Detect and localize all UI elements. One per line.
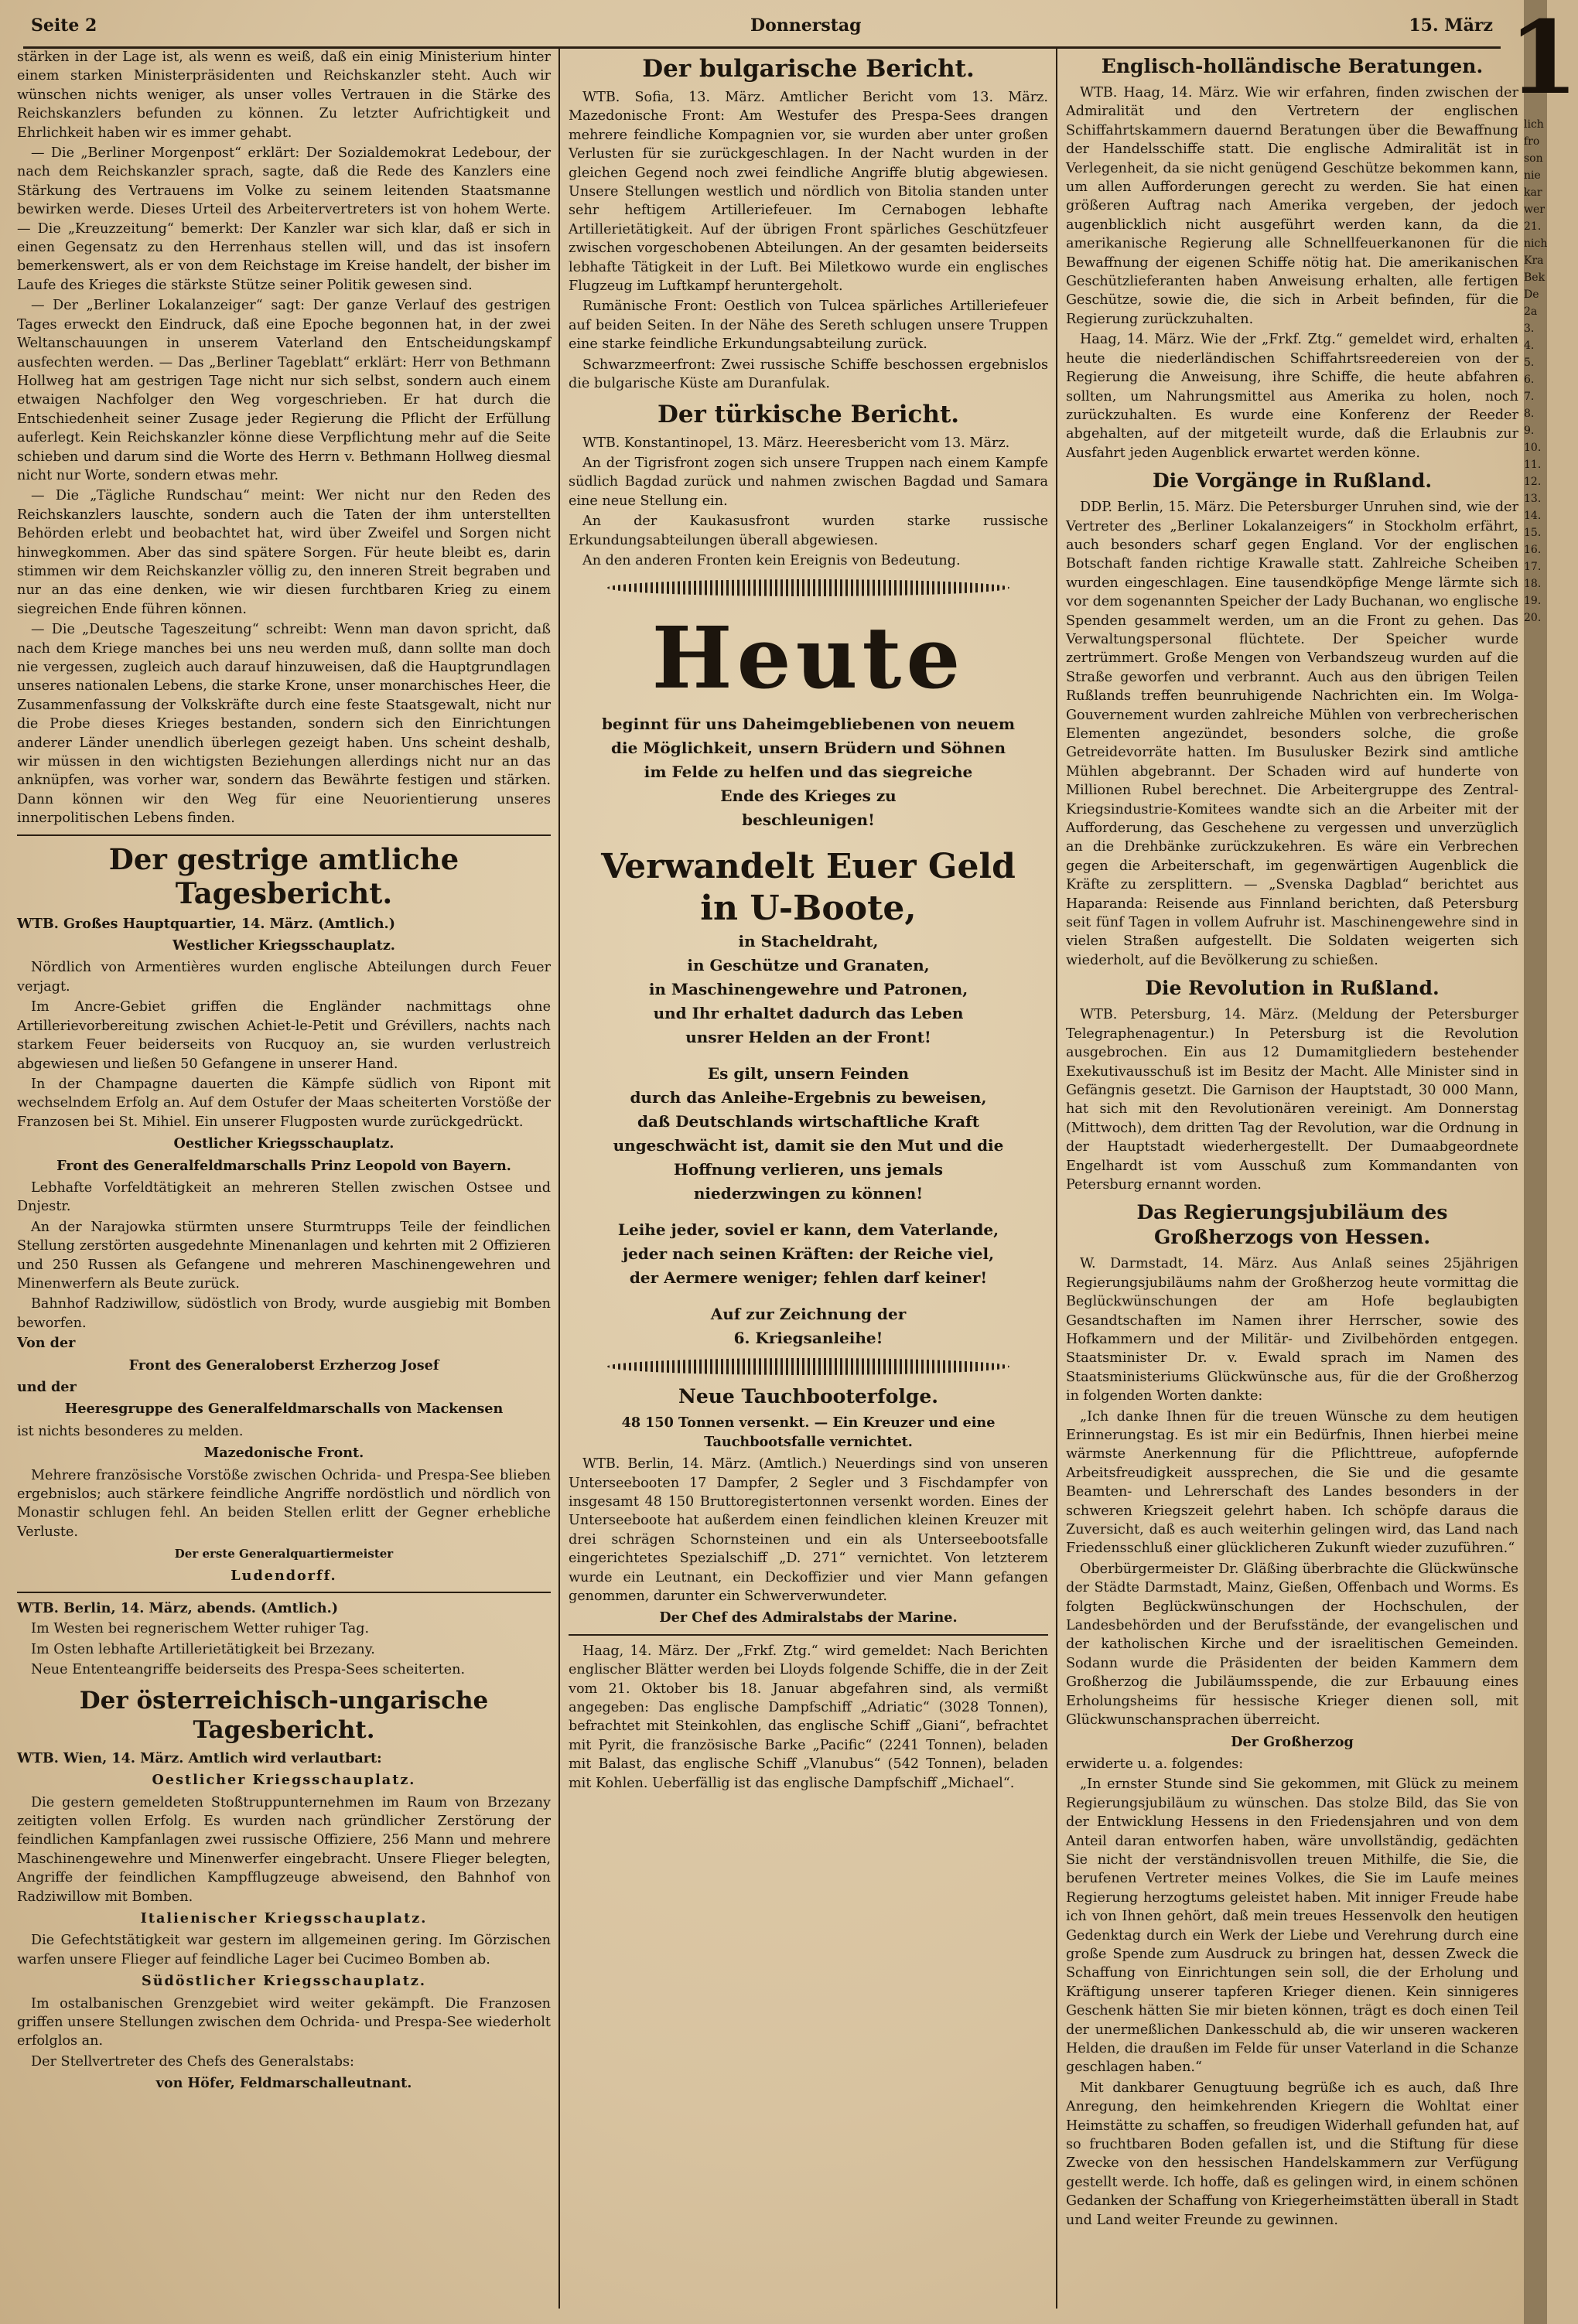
ad-line: daß Deutschlands wirtschaftliche Kraft [637, 1112, 979, 1131]
report-paragraph: Neue Ententeangriffe beiderseits des Prespa-Sees scheiterten. [31, 1662, 466, 1678]
war-bond-advertisement [569, 579, 1048, 1375]
edge-fragment: lich [1524, 118, 1544, 131]
edge-large-letter: 1 [1508, 0, 1578, 117]
page-header [23, 6, 1501, 49]
headline-tagesbericht: Der gestrige amtliche Tagesbericht. [108, 841, 459, 910]
divider [17, 1592, 551, 1593]
edge-fragment: fro [1524, 135, 1540, 148]
dateline: WTB. Großes Hauptquartier, 14. März. (Amtlich.) [17, 915, 395, 932]
edge-fragment: 8. [1524, 408, 1535, 420]
article-paragraph: — Die „Berliner Morgenpost“ erklärt: Der Sozialdemokrat Ledebour, der nach dem Reichskanzler sprach, sagte, daß die Rede des Kanzlers eine Stärkung des Vertrauens im Volke zu seinem leitenden Staatsmanne bewirken werde. Dieses Urteil des Arbeitervertreters ist von hohem Werte. — Die „Kreuzzeitung“ bemerkt: Der Kanzler war sich klar, daß er sich in einen Gegensatz zu den Herrenhaus stellen will, und das ist insofern bemerkenswert, als er von dem Reichstage im Kreise handelt, der bisher im Laufe des Krieges die stärkste Stütze seiner Politik gewesen sind. [17, 145, 551, 293]
headline-revolution: Die Revolution in Rußland. [1145, 977, 1440, 1000]
edge-fragment: 6. [1524, 374, 1535, 386]
edge-fragment: 5. [1524, 357, 1535, 369]
report-paragraph: W. Darmstadt, 14. März. Aus Anlaß seines 25jährigen Regierungsjubiläums nahm der Großherzog heute vormittag die Beglückwünschungen der am Hofe beglaubigten Gesandtschaften im Namen ihrer Herrscher, sowie des Hofkammern und der Militär- und Zivilbehörden entgegen. Staatsminister Dr. v. Ewald sprach im Namen des Staatsministeriums Glückwünsche aus, für die der Großherzog in folgenden Worten dankte: [1066, 1256, 1518, 1404]
subhead-front: Front des Generaloberst Erzherzog Josef [128, 1357, 439, 1374]
ad-line: ungeschwächt ist, damit sie den Mut und die [613, 1136, 1004, 1155]
report-paragraph: Mehrere französische Vorstöße zwischen Ochrida- und Prespa-See blieben ergebnislos; auch stärkere feindliche Angriffe nordöstlich und nördlich von Monastir schlugen fehl. An beiden Stellen erlitt der Gegner erhebliche Verluste. [17, 1467, 551, 1540]
column-3 [1066, 48, 1518, 2309]
headline-russia-events: Die Vorgänge in Rußland. [1152, 469, 1433, 493]
column-1 [17, 48, 551, 2309]
report-paragraph: Mit dankbarer Genugtuung begrüße ich es auch, daß Ihre Anregung, den heimkehrenden Kriegern die Wohltat einer Heimstätte zu schaffen, so freudigen Widerhall gefunden hat, auf so fruchtbaren Boden gefallen ist, und die Stiftung für diese Zwecke von den hessischen Handelskammern zur Verfügung gestellt werde. Ich hoffe, daß es gelingen wird, in einem schönen Gedanken der Schaffung von Kriegerheimstätten überall in Stadt und Land weiter Freunde zu gewinnen. [1066, 2080, 1518, 2228]
report-line: und der [17, 1379, 77, 1395]
headline-jubilee: Das Regierungsjubiläum des Großherzogs von Hessen. [1136, 1201, 1448, 1249]
ad-line: in Geschütze und Granaten, [687, 956, 930, 975]
headline-submarine: Neue Tauchbooterfolge. [678, 1385, 938, 1408]
subhead-west: Westlicher Kriegsschauplatz. [172, 937, 395, 954]
edge-fragment: 11. [1524, 459, 1542, 471]
ad-line: Leihe jeder, soviel er kann, dem Vaterlande, [617, 1220, 999, 1240]
report-paragraph: Haag, 14. März. Der „Frkf. Ztg.“ wird gemeldet: Nach Berichten englischer Blätter werden bei Lloyds folgende Schiffe, die in der Zeit vom 21. Oktober bis 18. Januar abgefahren sind, als vermißt angegeben: Das englische Dampfschiff „Adriatic“ (3028 Tonnen), befrachtet mit Steinkohlen, das englische Schiff „Giani“, befrachtet mit Pyrit, die französische Barke „Pacific“ (2241 Tonnen), beladen mit Balast, das englische Schiff „Vlanubus“ (542 Tonnen), beladen mit Kohlen. Ueberfällig ist das englische Dampfschiff „Michael“. [569, 1643, 1048, 1791]
report-paragraph: Lebhafte Vorfeldtätigkeit an mehreren Stellen zwischen Ostsee und Dnjestr. [17, 1179, 551, 1215]
edge-fragment: wer [1524, 203, 1545, 216]
dateline: WTB. Wien, 14. März. Amtlich wird verlautbart: [17, 1749, 382, 1766]
ad-line: Es gilt, unsern Feinden [707, 1064, 910, 1084]
edge-fragment: 4. [1524, 340, 1535, 352]
article-paragraph: stärken in der Lage ist, als wenn es weiß, daß ein einig Ministerium hinter einem starken Ministerpräsidenten und Reichskanzler steht. Auch wir wünschen nichts weniger, als unser volles Vertrauen in die Stärke des Reichskanzlers befunden zu können. Zu letzter Aufrichtigkeit und Ehrlichkeit haben wir es immer gehabt. [17, 49, 551, 141]
report-paragraph: WTB. Sofia, 13. März. Amtlicher Bericht vom 13. März. Mazedonische Front: Am Westufer des Prespa-Sees drangen mehrere feindliche Kompagnien vor, sie wurden aber unter großen Verlusten für sie zurückgeschlagen. In der Nacht wurden in der gleichen Gegend noch zwei feindliche Angriffe blutig abgewiesen. Unsere Stellungen westlich und nördlich von Bitolia standen unter sehr heftigem Artilleriefeuer. Im Cernabogen lebhafte Artillerietätigkeit. Auf der übrigen Front spärliches Geschützfeuer zwischen vorgeschobenen Abteilungen. An der gesamten beiderseits lebhafte Tätigkeit in der Luft. Bei Miletkowo wurde ein englisches Flugzeug im Luftkampf heruntergeholt. [569, 90, 1048, 295]
ad-line: der Aermere weniger; fehlen darf keiner! [629, 1268, 988, 1288]
report-paragraph: Im Ancre-Gebiet griffen die Engländer nachmittags ohne Artillerievorbereitung zwischen Achiet-le-Petit und Grévillers, nachts nach starkem Feuer beiderseits von Rucquoy an, sie wurden verlustreich abgewiesen und ließen 50 Gefangene in unserer Hand. [17, 999, 551, 1072]
divider [17, 834, 551, 836]
edge-fragment: 13. [1524, 493, 1542, 505]
ad-line: niederzwingen zu können! [693, 1184, 924, 1203]
edge-fragment: nich [1524, 237, 1548, 250]
ad-line: Hoffnung verlieren, uns jemals [674, 1160, 943, 1179]
subhead-maz: Mazedonische Front. [203, 1445, 364, 1462]
report-paragraph: DDP. Berlin, 15. März. Die Petersburger Unruhen sind, wie der Vertreter des „Berliner Lokalanzeigers“ in Stockholm erfährt, auch besonders scharf gegen England. Vor der englischen Botschaft fanden richtige Krawalle statt. Zahlreiche Scheiben wurden eingeschlagen. Eine tausendköpfige Menge lärmte sich vor dem sogenannten Speicher der Lady Buchanan, wo englische Spenden gesammelt werden, um an die Front zu gehen. Das Verwaltungspersonal flüchtete. Der Speicher wurde zertrümmert. Große Mengen von Verbandszeug wurden auf die Straße geworfen und verbrannt. Auch aus den übrigen Teilen Rußlands treffen beunruhigende Nachrichten ein. Im Wolga-Gouvernement wurden zahlreiche Mühlen von verbrecherischen Elementen angezündet, besonders solche, die große Getreidevorräte hatten. Im Busulusker Bezirk sind amtliche Mühlen abgebrannt. Der Schaden wird auf hunderte von Millionen Rubel berechnet. Die Arbeitergruppe des Zentral-Kriegsindustrie-Komitees wandte sich an die Arbeiter mit der Aufforderung, das Geschehene zu vergessen und unverzüglich an die Drehbänke zurückzukehren. Es wäre ein Verbrechen gegen die Arbeiterschaft, im gegenwärtigen Augenblick die Kräfte zu zersplittern. — „Svenska Dagblad“ berichtet aus Haparanda: Reisende aus Finnland berichten, daß Petersburg seit fünf Tagen in vollem Aufruhr ist. Maschinengewehre sind in vielen Straßen aufgestellt. Die Soldaten weigerten sich wiederholt, auf die Bevölkerung zu schießen. [1066, 500, 1518, 968]
ad-line: in Stacheldraht, [738, 932, 879, 951]
headline-bulgarian: Der bulgarische Bericht. [642, 55, 975, 83]
edge-fragment: kar [1524, 186, 1542, 199]
headline-english-dutch: Englisch-holländische Beratungen. [1101, 55, 1484, 77]
column-divider [1056, 48, 1057, 2309]
signature-name: von Höfer, Feldmarschalleutnant. [155, 2075, 412, 2092]
ad-line: jeder nach seinen Kräften: der Reiche viel, [622, 1244, 995, 1264]
article-paragraph: — Der „Berliner Lokalanzeiger“ sagt: Der ganze Verlauf des gestrigen Tages erweckt den Eindruck, daß eine Epoche begonnen hat, in der zwei Weltanschauungen in unserem Vaterland den Entscheidungskampf ausfechten werden. — Das „Berliner Tageblatt“ erklärt: Herr von Bethmann Hollweg hat am gestrigen Tage nicht nur sich selbst, sondern auch einem etwaigen Nachfolger den Weg vorgeschrieben. Er hat durch die Entschiedenheit seiner Zusage jeder Regierung die Pflicht der Erfüllung auferlegt. Kein Reichskanzler könne diese Verpflichtung mehr auf die Seite schieben und darum sind die Worte des Herrn v. Bethmann Hollweg diesmal nicht nur Worte, sondern etwas mehr. [17, 298, 551, 483]
edge-text-fragments [1524, 116, 1547, 626]
column-divider [558, 48, 560, 2309]
signature-title: Der erste Generalquartiermeister [174, 1547, 394, 1561]
report-paragraph: WTB. Petersburg, 14. März. (Meldung der Petersburger Telegraphenagentur.) In Petersburg ist die Revolution ausgebrochen. Ein aus 12 Dumamitgliedern bestehender Exekutivausschuß ist im Besitz der Macht. Alle Minister sind in Gefängnis gesetzt. Die Garnison der Hauptstadt, 30 000 Mann, hat sich mit den Revolutionären vereinigt. Am Donnerstag (Mittwoch), dem dritten Tag der Revolution, war die Ordnung in der Hauptstadt wiederhergestellt. Der Dumaabgeordnete Engelhardt ist vom Ausschuß zum Kommandanten von Petersburg ernannt worden. [1066, 1007, 1518, 1193]
ad-line: Auf zur Zeichnung der [710, 1305, 907, 1324]
page-number: Seite 2 [31, 15, 97, 36]
ad-line: beginnt für uns Daheimgebliebenen von neuem [601, 715, 1016, 734]
report-paragraph: Bahnhof Radziwillow, südöstlich von Brody, wurde ausgiebig mit Bomben beworfen. [17, 1296, 551, 1331]
dateline: WTB. Berlin, 14. März, abends. (Amtlich.) [17, 1600, 339, 1617]
ad-line: unsrer Helden an der Front! [685, 1028, 931, 1047]
report-paragraph: An der Narajowka stürmten unsere Sturmtrupps Teile der feindlichen Stellung zerstörten ausgedehnte Minenanlagen und kehrten mit 2 Offizieren und 250 Russen als Gefangene und mehreren Maschinengewehren und Minenwerfern als Beute zurück. [17, 1219, 551, 1292]
report-line: ist nichts besonderes zu melden. [17, 1423, 244, 1439]
ad-line: im Felde zu helfen und das siegreiche [644, 763, 973, 782]
date: 15. März [1409, 15, 1493, 36]
edge-fragment: son [1524, 152, 1543, 165]
report-line: Von der [17, 1335, 76, 1352]
report-paragraph: An den anderen Fronten kein Ereignis von Bedeutung. [582, 552, 961, 568]
edge-fragment: 21. [1524, 220, 1542, 233]
ad-line: und Ihr erhaltet dadurch das Leben [653, 1004, 964, 1023]
article-paragraph: — Die „Tägliche Rundschau“ meint: Wer nicht nur den Reden des Reichskanzlers lauschte, sondern auch die Taten der ihm unterstellten Behörden erlebt und beobachtet hat, wird über Zweifel und Sorgen nicht hinwegkommen. Aber das sind spätere Sorgen. Für heute bleibt es, darin stimmen wir dem Reichskanzler völlig zu, den inneren Streit begraben und nur an das eine denken, wie wir diesen furchtbaren Krieg zu einem siegreichen Ende führen können. [17, 488, 551, 617]
report-paragraph: Oberbürgermeister Dr. Gläßing überbrachte die Glückwünsche der Städte Darmstadt, Mainz, Gießen, Offenbach und Worms. Es folgten Beglückwünschungen der Hochschulen, der Landesbehörden und der Berufsstände, der evangelischen und der katholischen Kirche und der israelitischen Gemeinden. Sodann wurde die Präsidenten der beiden Kammern dem Großherzog die Jubiläumsspende, die zur Erbauung eines Erholungsheims für hessische Krieger dienen soll, mit Glückwunschansprachen überreicht. [1066, 1561, 1518, 1728]
edge-fragment: 2a [1524, 305, 1538, 318]
report-paragraph: Im ostalbanischen Grenzgebiet wird weiter gekämpft. Die Franzosen griffen unsere Stellungen zwischen dem Ochrida- und Prespa-See wiederholt erfolglos an. [17, 1995, 551, 2049]
edge-fragment: 20. [1524, 612, 1542, 624]
ad-line: die Möglichkeit, unsern Brüdern und Söhnen [611, 739, 1006, 758]
report-paragraph: An der Kaukasusfront wurden starke russische Erkundungsabteilungen überall abgewiesen. [569, 514, 1048, 548]
edge-fragment: 3. [1524, 322, 1535, 335]
subhead-front: Heeresgruppe des Generalfeldmarschalls von Mackensen [64, 1401, 504, 1418]
report-paragraph: Nördlich von Armentières wurden englische Abteilungen durch Feuer verjagt. [17, 960, 551, 995]
ad-line: in Maschinengewehre und Patronen, [648, 980, 968, 999]
subhead-ital: Italienischer Kriegsschauplatz. [140, 1909, 428, 1926]
ornament-bottom [607, 1358, 1009, 1375]
subhead-sued: Südöstlicher Kriegsschauplatz. [142, 1973, 426, 1990]
edge-fragment: 9. [1524, 425, 1535, 437]
report-paragraph: Schwarzmeerfront: Zwei russische Schiffe beschossen ergebnislos die bulgarische Küste am Duranfulak. [569, 357, 1048, 392]
report-paragraph: In der Champagne dauerten die Kämpfe südlich von Ripont mit wechselndem Erfolg an. Auf dem Ostufer der Maas scheiterten Vorstöße der Franzosen bei St. Mihiel. Ein unserer Flugposten wurde zurückgedrückt. [17, 1076, 551, 1130]
edge-fragment: Kra [1524, 254, 1544, 267]
report-paragraph: „In ernster Stunde sind Sie gekommen, mit Glück zu meinem Regierungsjubiläum zu wünschen. Das stolze Bild, das Sie von der Entwicklung Hessens in den Friedensjahren und von dem Anteil daran entworfen haben, wäre unvollständig, gedächten Sie nicht der verständnisvollen treuen Mithilfe, die Sie, die berufenen Vertreter meines Volkes, die Sie im Laufe meines Regierung herzogtums geleistet haben. Mit inniger Freude habe ich von Ihnen gehört, daß mein treues Hessenvolk den heutigen Gedenktag durch ein Werk der Liebe und Verehrung durch eine große Spende zum Ausdruck zu bringen hat, dessen Zweck die Schaffung von Einrichtungen sein soll, die der Erholung und Kräftigung unserer tapferen Krieger dienen. Kein sinnigeres Geschenk hätten Sie mir bieten können, trägt es doch einen Teil der unermeßlichen Dankesschuld ab, die wir unseren wackeren Helden, die draußen im Felde für unser Vaterland in die Schanze geschlagen haben.“ [1066, 1776, 1518, 2076]
edge-fragment: Bek [1524, 271, 1546, 284]
ad-line: durch das Anleihe-Ergebnis zu beweisen, [630, 1088, 987, 1107]
subhead-front: Front des Generalfeldmarschalls Prinz Leopold von Bayern. [56, 1157, 511, 1174]
signature-name: Ludendorff. [231, 1567, 337, 1584]
ornament-top [607, 579, 1009, 596]
column-2 [569, 48, 1048, 2309]
edge-fragment: nie [1524, 169, 1541, 182]
edge-fragment: 15. [1524, 527, 1542, 539]
subhead-submarine: 48 150 Tonnen versenkt. — Ein Kreuzer und eine Tauchbootsfalle vernichtet. [621, 1415, 996, 1450]
edge-fragment: 19. [1524, 595, 1542, 607]
subhead-oek: Oestlicher Kriegsschauplatz. [152, 1772, 416, 1789]
report-paragraph: WTB. Berlin, 14. März. (Amtlich.) Neuerdings sind von unseren Unterseebooten 17 Dampfer, 2 Segler und 3 Fischdampfer von insgesamt 48 150 Bruttoregistertonnen versenkt worden. Eines der Unterseeboote hat außerdem einen feindlichen kleinen Kreuzer mit drei schrägen Schornsteinen und ein als Unterseebootsfalle eingerichtetes Spezialschiff „D. 271“ vernichtet. Von letzterem wurde ein Leutnant, ein Deckoffizier und vier Mann gefangen genommen, darunter ein Schwerverwundeter. [569, 1456, 1048, 1604]
report-paragraph: Im Westen bei regnerischem Wetter ruhiger Tag. [31, 1621, 370, 1637]
weekday: Donnerstag [750, 15, 862, 36]
headline-turkish: Der türkische Bericht. [657, 400, 960, 428]
ad-line: Ende des Krieges zu [720, 787, 897, 806]
report-paragraph: Der Stellvertreter des Chefs des Generalstabs: [31, 2053, 354, 2070]
ad-title: in U-Boote, [700, 889, 917, 929]
adjacent-page-edge [1508, 0, 1578, 2324]
report-paragraph: Die Gefechtstätigkeit war gestern im allgemeinen gering. Im Görzischen warfen unsere Flieger auf feindliche Lager bei Cucimeo Bomben ab. [17, 1933, 551, 1967]
signature-title: Der Chef des Admiralstabs der Marine. [659, 1609, 958, 1626]
ad-title: Verwandelt Euer Geld [601, 847, 1016, 887]
report-paragraph: WTB. Haag, 14. März. Wie wir erfahren, finden zwischen der Admiralität und den Vertretern der englischen Schiffahrtskammern dauernd Beratungen über die Bewaffnung der Handelsschiffe statt. Die englische Admiralität ist in Verlegenheit, da sie nicht genügend Geschütze bekommen kann, um allen Aufforderungen gerecht zu werden. Sie hat einen größeren Auftrag nach Amerika vergeben, der jedoch augenblicklich nicht ausgeführt werden kann, da die amerikanische Regierung alle Schnellfeuerkanonen für die Bewaffnung der eigenen Schiffe nötig hat. Die amerikanischen Geschützlieferanten haben Anweisung erhalten, alle fertigen Geschütze, sowie die, die sich in Arbeit befinden, für die Regierung zurückzuhalten. [1066, 85, 1518, 327]
report-paragraph: WTB. Konstantinopel, 13. März. Heeresbericht vom 13. März. [582, 435, 1010, 451]
edge-fragment: 12. [1524, 476, 1542, 488]
headline-oe-bericht: Der österreichisch-ungarische Tagesbericht. [79, 1686, 489, 1744]
subhead-grossherzog: Der Großherzog [1231, 1733, 1354, 1750]
report-paragraph: Rumänische Front: Oestlich von Tulcea spärliches Artilleriefeuer auf beiden Seiten. In der Nähe des Sereth schlugen unsere Truppen eine starke feindliche Erkundungsabteilung zurück. [569, 299, 1048, 353]
report-paragraph: erwiderte u. a. folgendes: [1066, 1756, 1244, 1772]
ad-headline: Heute [651, 608, 965, 708]
report-paragraph: Haag, 14. März. Wie der „Frkf. Ztg.“ gemeldet wird, erhalten heute die niederländischen Schiffahrtsreedereien von der Regierung die Anweisung, ihre Schiffe, die heute abfahren sollten, um Nahrungsmittel aus Amerika zu holen, noch zurückzuhalten. Es wurde eine Konferenz der Reeder abgehalten, auf der mitgeteilt wurde, daß die Erlaubnis zur Ausfahrt jeden Augenblick erwartet werden könne. [1066, 332, 1518, 461]
edge-fragment: 17. [1524, 561, 1542, 573]
report-paragraph: Im Osten lebhafte Artillerietätigkeit bei Brzezany. [31, 1641, 375, 1657]
edge-fragment: 14. [1524, 510, 1542, 522]
report-paragraph: An der Tigrisfront zogen sich unsere Truppen nach einem Kampfe südlich Bagdad zurück und nahmen zwischen Bagdad und Samara eine neue Stellung ein. [569, 455, 1048, 509]
subhead-ost: Oestlicher Kriegsschauplatz. [173, 1135, 394, 1152]
edge-fragment: 16. [1524, 544, 1542, 556]
report-paragraph: „Ich danke Ihnen für die treuen Wünsche zu dem heutigen Erinnerungstag. Es ist mir ein Bedürfnis, Ihnen hierbei meine wärmste Anerkennung für die Pflichttreue, aufopfernde Arbeitsfreudigkeit aussprechen, die Sie und die gesamte Beamten- und Lehrerschaft des Landes besonders in der schweren Kriegszeit gelehrt haben. Ich schöpfe daraus die Zuversicht, daß es auch weiterhin gelingen wird, das Land nach Friedensschluß einer glücklicheren Zukunft wieder zuzuführen.“ [1066, 1408, 1518, 1557]
ad-line: 6. Kriegsanleihe! [733, 1329, 883, 1348]
divider [569, 1634, 1048, 1636]
ad-line: beschleunigen! [742, 810, 875, 830]
article-paragraph: — Die „Deutsche Tageszeitung“ schreibt: Wenn man davon spricht, daß nach dem Kriege manches bei uns neu werden muß, dann sollte man doch nie vergessen, zugleich auch darauf hinzuweisen, daß die Hauptgrundlagen unseres nationalen Lebens, die starke Krone, unser monarchisches Heer, die Zusammenfassung der Volkskräfte durch eine feste Staatsgewalt, nicht nur die Probe dieses Krieges bestanden, sondern sich den Einrichtungen anderer Länder unendlich überlegen gezeigt haben. Uns scheint deshalb, wir müssen in den wichtigsten Beziehungen allerdings nicht nur an das anknüpfen, was vorher war, sondern das Bewährte festigen und stärken. Dann können wir den Weg für eine Neuorientierung unseres innerpolitischen Lebens finden. [17, 622, 551, 827]
edge-fragment: De [1524, 288, 1539, 301]
edge-fragment: 10. [1524, 442, 1542, 454]
edge-fragment: 18. [1524, 578, 1542, 590]
edge-fragment: 7. [1524, 391, 1535, 403]
report-paragraph: Die gestern gemeldeten Stoßtruppunternehmen im Raum von Brzezany zeitigten vollen Erfolg. Es wurden nach gründlicher Zerstörung der feindlichen Kampfanlagen zwei russische Offiziere, 256 Mann und mehrere Maschinengewehre und Minenwerfer eingebracht. Unsere Flieger belegten, Angriffe der feindlichen Kampfflugzeuge abweisend, den Bahnhof von Radziwillow mit Bomben. [17, 1794, 551, 1905]
